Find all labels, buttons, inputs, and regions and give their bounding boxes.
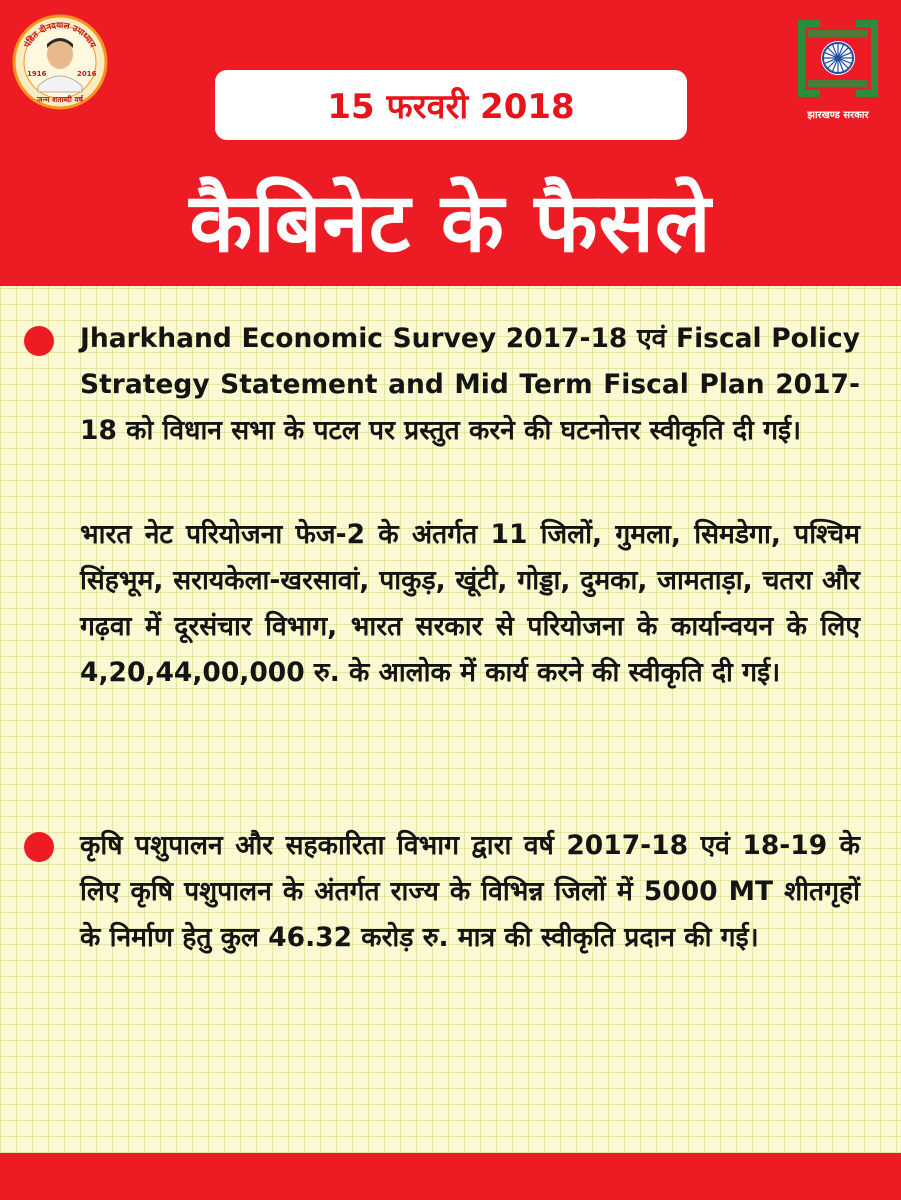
header-banner: [0, 0, 901, 286]
bullet-icon: [24, 326, 54, 356]
logo-arc-text: पंडित दीनदयाल उपाध्याय: [22, 20, 98, 50]
portrait-emblem-icon: [12, 14, 108, 110]
decision-1-paragraph-1: Jharkhand Economic Survey 2017-18 एवं Fiscal Policy Strategy Statement and Mid Term Fiscal Plan 2017-18 को विधान सभा के पटल पर प्रस्तुत करने की घटनोत्तर स्वीकृति दी गई।: [80, 323, 860, 446]
logo-year-end: 2016: [77, 70, 97, 78]
date-label: 15 फरवरी 2018: [215, 70, 687, 140]
logo-bottom-text: जन्म शताब्दी वर्ष: [37, 95, 83, 104]
footer-band: [0, 1153, 901, 1200]
decision-1-paragraph-2: भारत नेट परियोजना फेज-2 के अंतर्गत 11 जिलों, गुमला, सिमडेगा, पश्चिम सिंहभूम, सरायकेला-खरसावां, पाकुड़, खूंटी, गोड्डा, दुमका, जामताड़ा, चतरा और गढ़वा में दूरसंचार विभाग, भारत सरकार से परियोजना के कार्यान्वयन के लिए 4,20,44,00,000 रु. के आलोक में कार्य करने की स्वीकृति दी गई।: [80, 519, 860, 688]
logo-year-start: 1916: [27, 70, 47, 78]
emblem-caption: झारखण्ड सरकार: [807, 110, 869, 121]
page-title: कैबिनेट के फैसले: [189, 176, 712, 271]
bullet-icon: [24, 832, 54, 862]
jharkhand-emblem-icon: [790, 14, 886, 126]
decision-2-paragraph-1: कृषि पशुपालन और सहकारिता विभाग द्वारा वर्ष 2017-18 एवं 18-19 के लिए कृषि पशुपालन के अंतर्गत राज्य के विभिन्न जिलों में 5000 MT शीतगृहों के निर्माण हेतु कुल 46.32 करोड़ रु. मात्र की स्वीकृति प्रदान की गई।: [80, 830, 860, 953]
